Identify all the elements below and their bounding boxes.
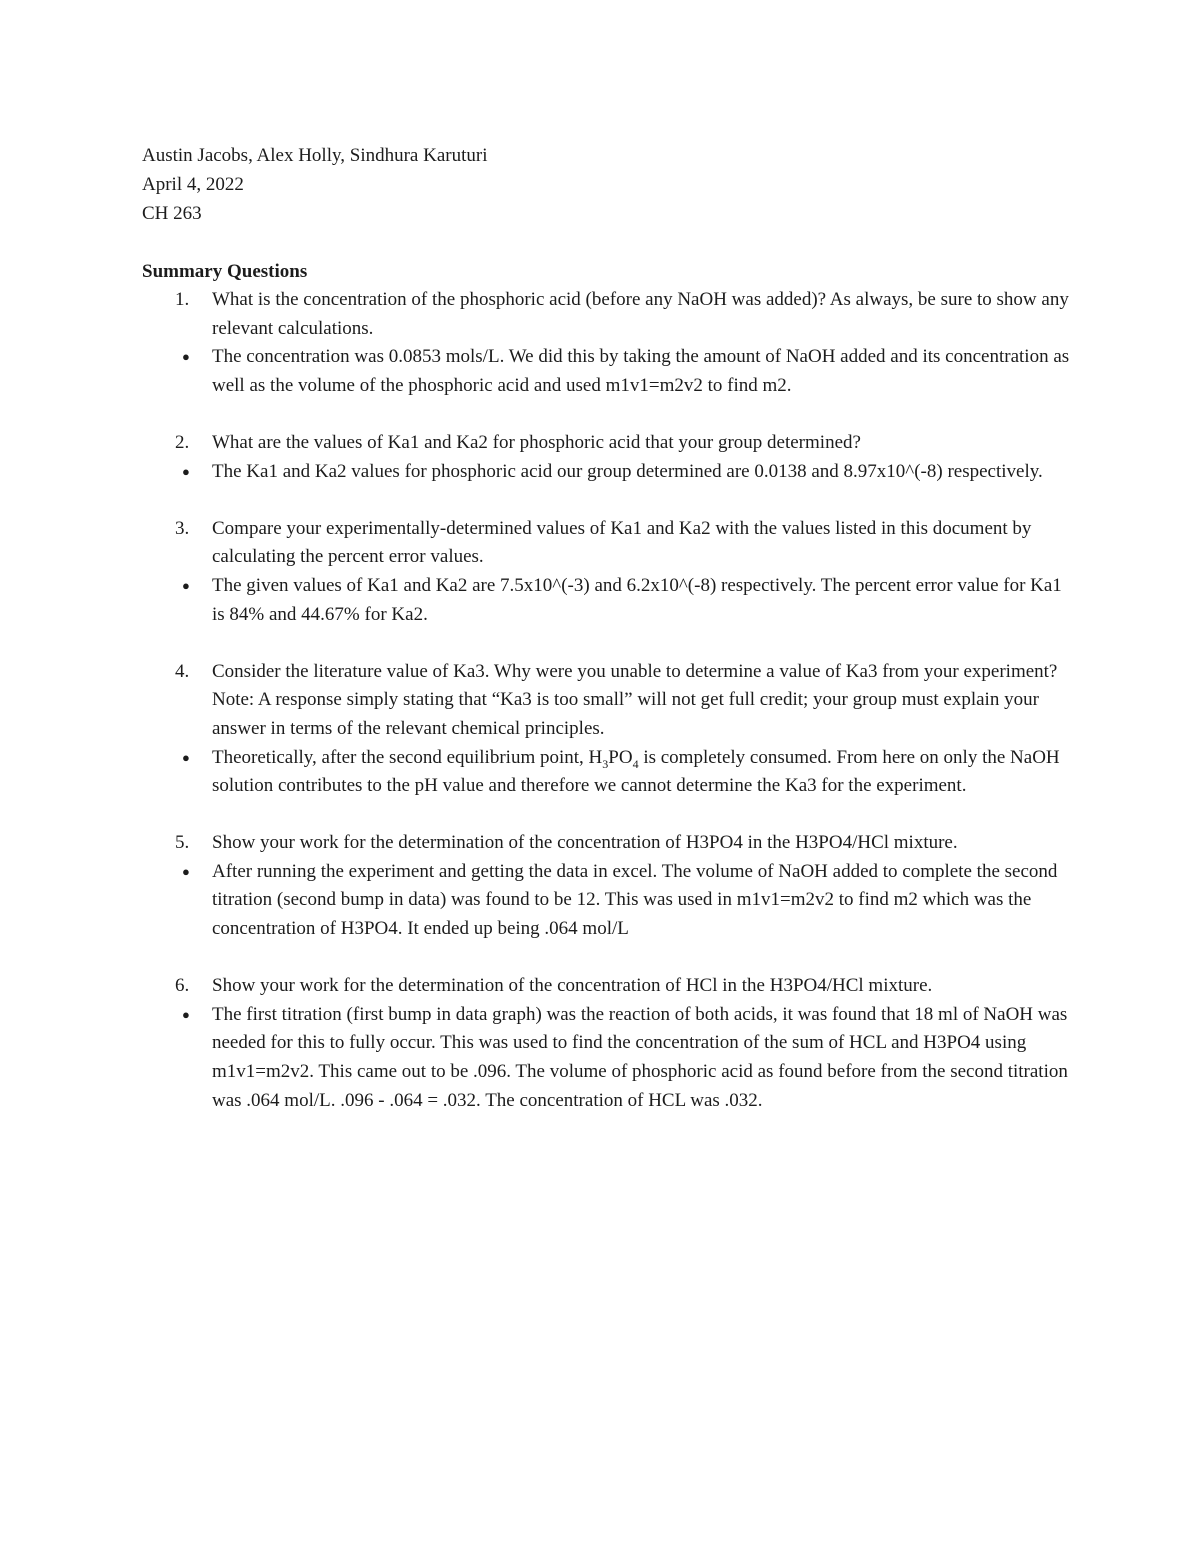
question-text: What is the concentration of the phosphoric acid (before any NaOH was added)? As always, be sure to show any relevant calculations. xyxy=(212,289,1069,339)
question xyxy=(142,286,1072,343)
spacer xyxy=(142,228,1072,257)
question-number: 1. xyxy=(175,289,190,310)
question-text: Show your work for the determination of the concentration of HCl in the H3PO4/HCl mixture. xyxy=(212,975,933,997)
question-item-2 xyxy=(142,429,1072,515)
question-number: 4. xyxy=(175,660,190,682)
question-item-6 xyxy=(142,972,1072,1115)
bullet-icon: ● xyxy=(182,463,190,479)
spacer xyxy=(142,629,1072,658)
question-text: What are the values of Ka1 and Ka2 for phosphoric acid that your group determined? xyxy=(212,431,861,453)
question xyxy=(142,658,1072,744)
bullet-icon: ● xyxy=(182,749,190,765)
bullet-icon: ● xyxy=(182,349,190,365)
question-item-4 xyxy=(142,658,1072,830)
question-item-5 xyxy=(142,829,1072,972)
document-page xyxy=(142,141,1072,1115)
question-number: 2. xyxy=(175,431,190,453)
answer-text xyxy=(212,747,1060,797)
spacer xyxy=(142,944,1072,973)
question xyxy=(142,972,1072,1001)
question-text: Show your work for the determination of the concentration of H3PO4 in the H3PO4/HCl mixture. xyxy=(212,832,958,854)
subscript: 4 xyxy=(632,756,639,771)
answer-text: The first titration (first bump in data graph) was the reaction of both acids, it was found that 18 ml of NaOH was needed for this to fully occur. This was used to find the concentration of the sum of HCL and H3PO4 using m1v1=m2v2. This came out to be .096. The volume of phosphoric acid as found before from the second titration was .064 mol/L. .096 - .064 = .032. The concentration of HCL was .032. xyxy=(212,1003,1068,1111)
answer-bullet-item xyxy=(142,744,1072,801)
spacer xyxy=(142,801,1072,830)
answer-bullet-item xyxy=(142,572,1072,629)
answer-text: After running the experiment and getting the data in excel. The volume of NaOH added to complete the second titration (second bump in data) was found to be 12. This was used in m1v1=m2v2 to find m2 which was the concentration of H3PO4. It ended up being .064 mol/L xyxy=(212,860,1058,940)
question-number: 3. xyxy=(175,517,190,539)
bullet-icon: ● xyxy=(182,577,190,593)
answer-bullet-item xyxy=(142,458,1072,487)
answer-text-part: PO xyxy=(608,746,633,768)
bullet-icon: ● xyxy=(182,1006,190,1022)
answer-text-part: Theoretically, after the second equilibrium point, H xyxy=(212,746,603,768)
spacer xyxy=(142,486,1072,515)
answer-bullet-item xyxy=(142,343,1072,400)
question-text: Consider the literature value of Ka3. Why were you unable to determine a value of Ka3 from your experiment? Note: A response simply stating that “Ka3 is too small” will not get full credit; your group must explain your answer in terms of the relevant chemical principles. xyxy=(212,660,1058,739)
bullet-icon: ● xyxy=(182,863,190,879)
answer-bullet-item xyxy=(142,858,1072,944)
document-date: April 4, 2022 xyxy=(142,174,244,195)
question-item-3 xyxy=(142,515,1072,658)
question xyxy=(142,829,1072,858)
section-title: Summary Questions xyxy=(142,261,308,282)
answer-bullet-item xyxy=(142,1001,1072,1115)
answer-text: The concentration was 0.0853 mols/L. We did this by taking the amount of NaOH added and its concentration as well as the volume of the phosphoric acid and used m1v1=m2v2 to find m2. xyxy=(212,346,1070,396)
answer-text: The given values of Ka1 and Ka2 are 7.5x10^(-3) and 6.2x10^(-8) respectively. The percent error value for Ka1 is 84% and 44.67% for Ka2. xyxy=(212,574,1062,625)
question-item-1 xyxy=(142,286,1072,429)
answer-text-part: is completely consumed. From here on only the NaOH solution contributes to the pH value and therefore we cannot determine the Ka3 for the experiment. xyxy=(212,746,1060,797)
question-number: 6. xyxy=(175,975,190,997)
questions-list xyxy=(142,286,1072,1115)
question xyxy=(142,429,1072,458)
answer-text: The Ka1 and Ka2 values for phosphoric acid our group determined are 0.0138 and 8.97x10^(-8) respectively. xyxy=(212,460,1043,482)
spacer xyxy=(142,400,1072,429)
course-code: CH 263 xyxy=(142,203,202,224)
question-text: Compare your experimentally-determined values of Ka1 and Ka2 with the values listed in this document by calculating the percent error values. xyxy=(212,517,1032,568)
author-names: Austin Jacobs, Alex Holly, Sindhura Karuturi xyxy=(142,145,488,166)
question xyxy=(142,515,1072,572)
question-number: 5. xyxy=(175,832,190,854)
subscript: 3 xyxy=(602,756,609,771)
